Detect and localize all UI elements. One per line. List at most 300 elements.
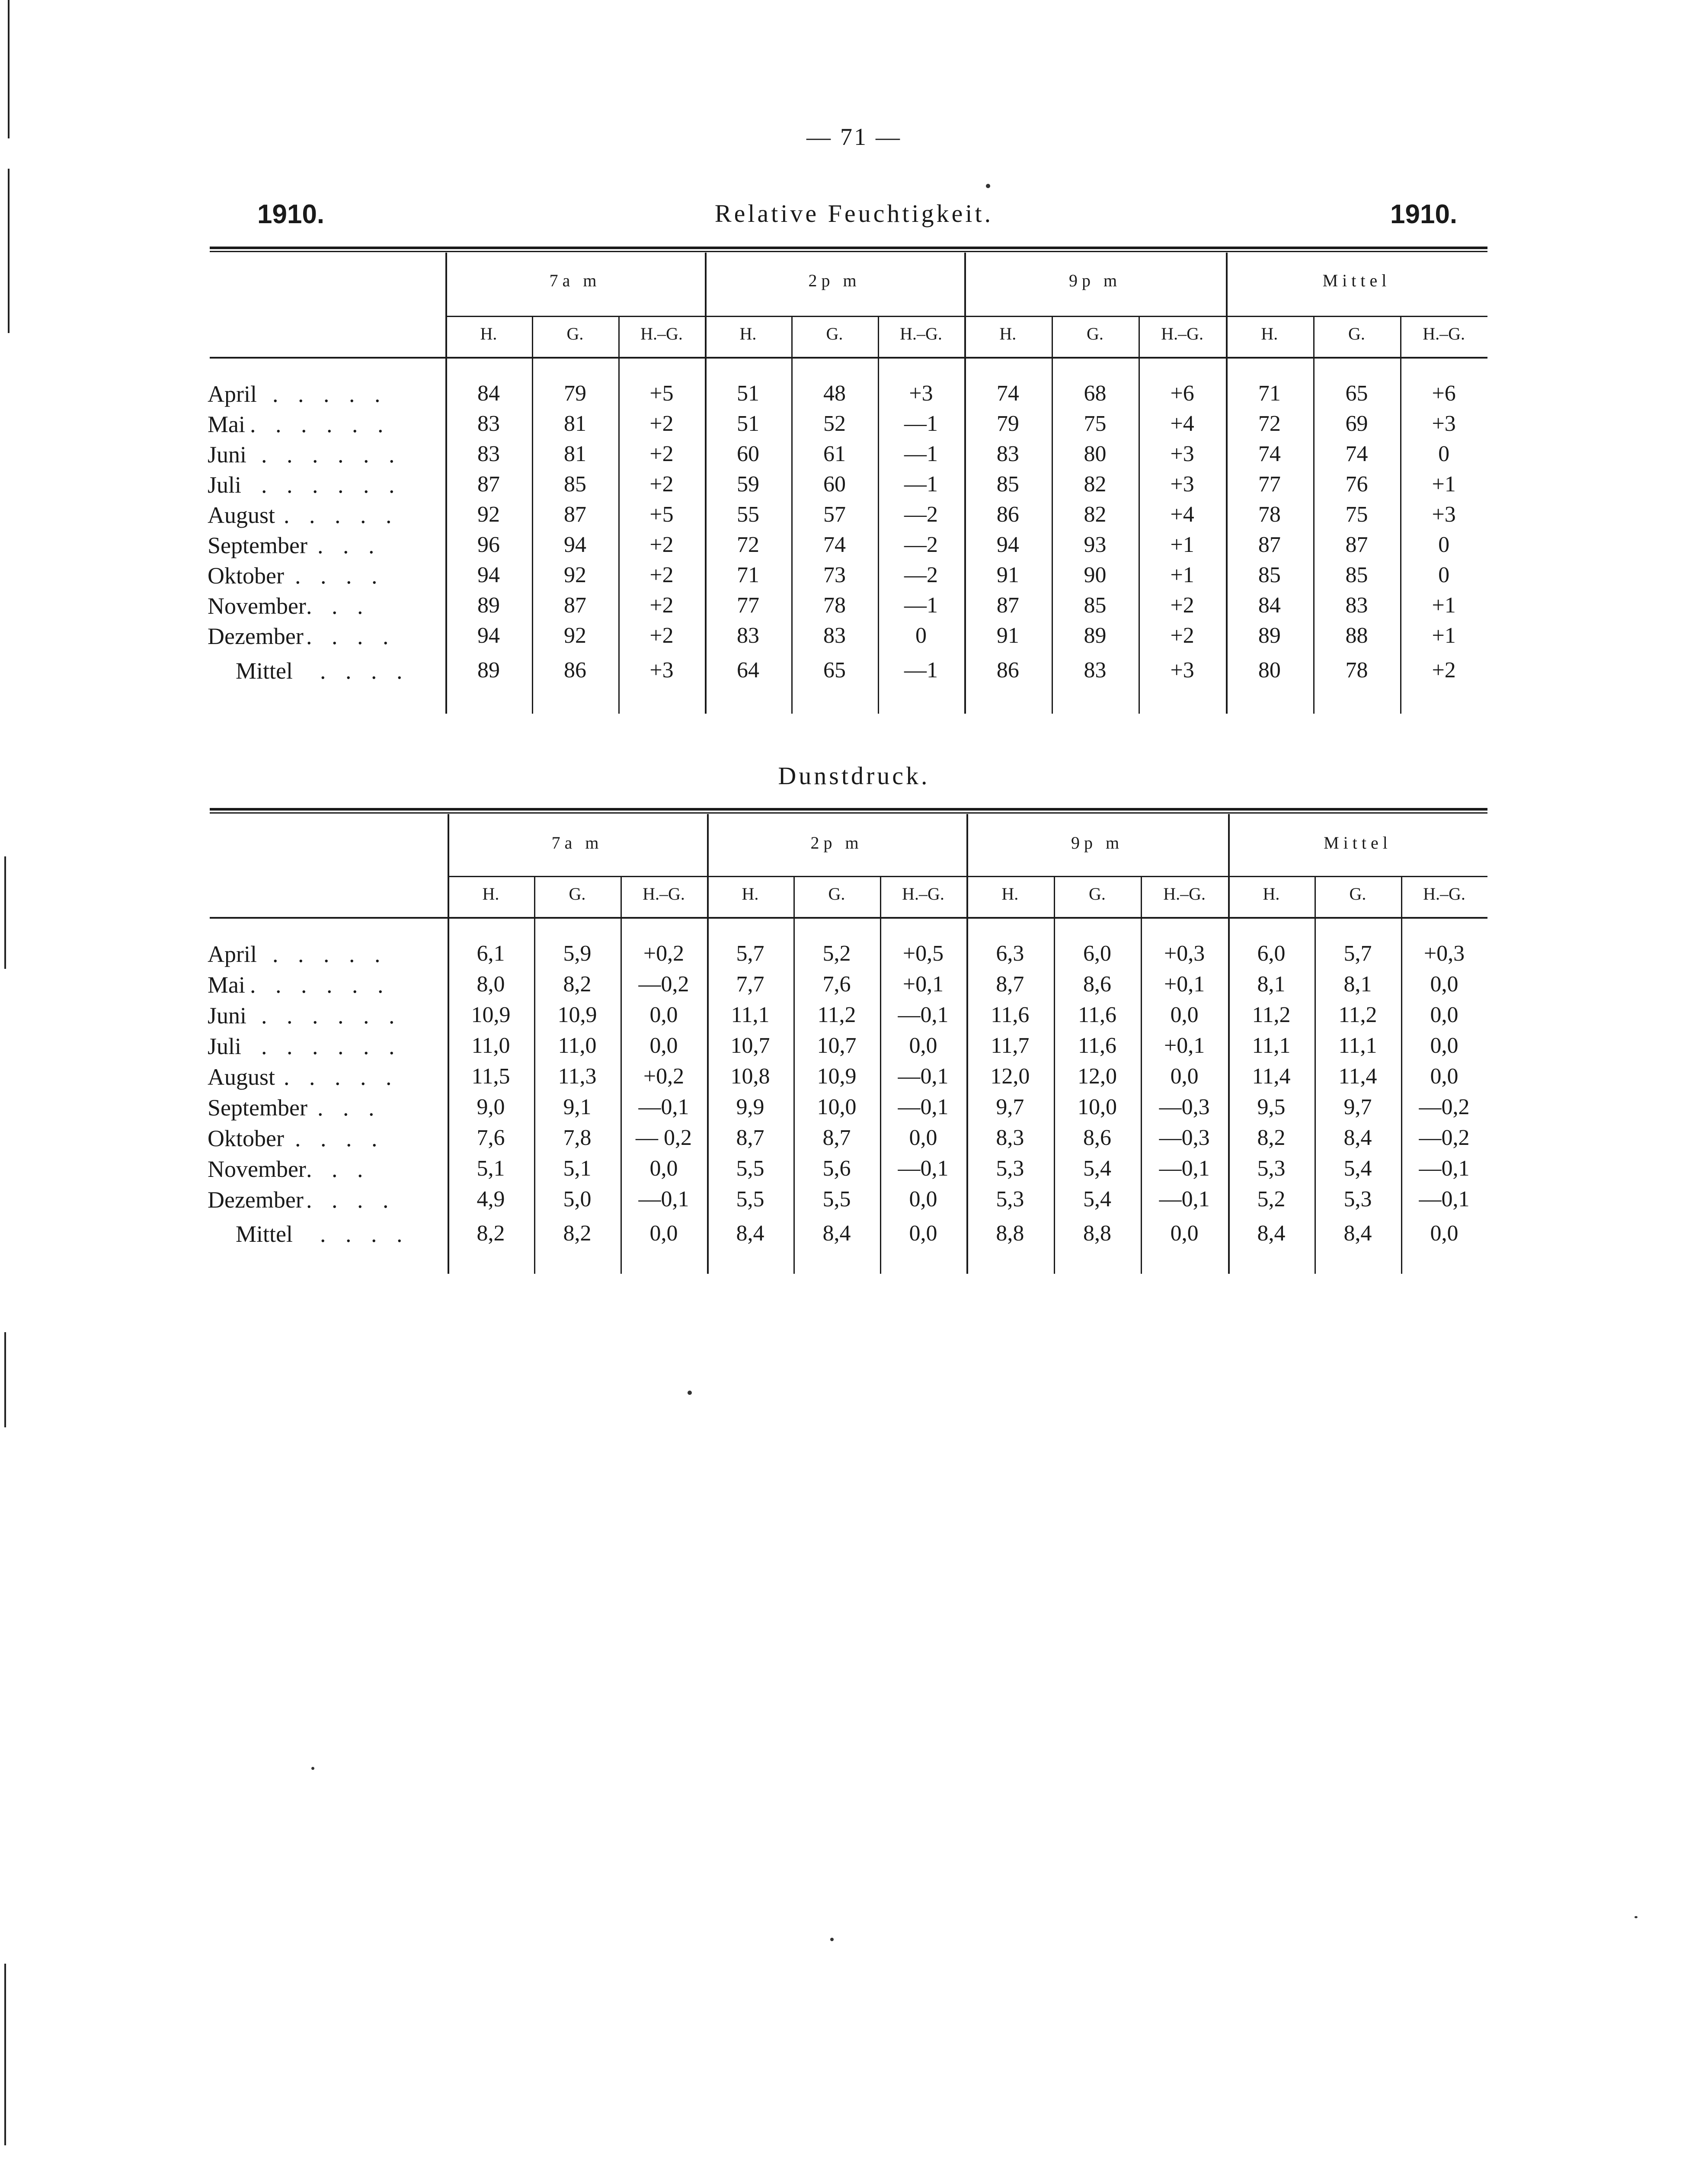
table-cell: 87	[564, 593, 586, 618]
table-cell: 93	[1084, 532, 1107, 557]
table-cell: 8,4	[1343, 1221, 1372, 1246]
table-cell: 83	[477, 442, 500, 466]
table-cell: 85	[1345, 563, 1368, 587]
table-cell: +0,3	[1423, 941, 1465, 966]
leader-dots: . . . . . .	[261, 1003, 402, 1029]
table-cell: 8,2	[477, 1221, 505, 1246]
table-cell: 10,0	[817, 1095, 857, 1119]
table-cell: 0	[1438, 532, 1450, 557]
table-cell: +5	[649, 381, 674, 406]
table-cell: 75	[1084, 411, 1107, 436]
table-cell: 87	[996, 593, 1019, 618]
table-cell: —1	[904, 442, 938, 466]
table-cell: +1	[1170, 563, 1194, 587]
table-cell: +1	[1432, 472, 1456, 497]
table-cell: 5,5	[822, 1187, 851, 1212]
table-cell: 10,8	[730, 1064, 770, 1089]
table-cell: 0,0	[1430, 1221, 1459, 1246]
table-cell: 11,7	[991, 1033, 1030, 1058]
leader-dots: . . . . . .	[261, 442, 402, 468]
column-subheader: H.–G.	[643, 884, 685, 904]
table-cell: 83	[477, 411, 500, 436]
table-cell: +4	[1170, 411, 1194, 436]
row-label: April	[208, 381, 257, 407]
table-cell: 9,5	[1257, 1095, 1286, 1119]
row-label: November	[208, 1156, 306, 1182]
scan-edge-mark	[8, 0, 10, 138]
table-cell: 7,7	[736, 972, 764, 997]
row-label: Dezember	[208, 623, 304, 649]
table-title: Dunstdruck.	[778, 762, 930, 790]
table-cell: 0,0	[909, 1033, 937, 1058]
table-cell: 5,3	[996, 1156, 1024, 1181]
table-cell: 64	[737, 658, 759, 683]
table-cell: +6	[1432, 381, 1456, 406]
subheader-rule	[448, 876, 707, 877]
table-cell: 8,4	[736, 1221, 764, 1246]
table-cell: 72	[1258, 411, 1281, 436]
table-cell: 78	[1258, 502, 1281, 527]
table-cell: 8,1	[1343, 972, 1372, 997]
table-cell: 5,3	[996, 1187, 1024, 1212]
table-cell: 9,0	[477, 1095, 505, 1119]
subheader-rule	[964, 316, 1226, 317]
table-cell: 0,0	[909, 1187, 937, 1212]
table-cell: 82	[1084, 472, 1107, 497]
leader-dots: . . . .	[306, 623, 396, 649]
table-cell: 10,7	[730, 1033, 770, 1058]
table-cell: +0,1	[1164, 972, 1205, 997]
table-cell: 8,4	[1343, 1125, 1372, 1150]
table-cell: 12,0	[1077, 1064, 1117, 1089]
table-cell: 0,0	[649, 1033, 678, 1058]
table-cell: —0,2	[1419, 1095, 1470, 1119]
table-cell: 73	[823, 563, 846, 587]
subheader-rule	[707, 876, 966, 877]
scan-edge-mark	[4, 1964, 6, 2145]
table-cell: 11,2	[817, 1003, 856, 1027]
table-cell: 0,0	[1430, 1033, 1459, 1058]
column-subheader: H.–G.	[1163, 884, 1206, 904]
leader-dots: . . . . .	[272, 941, 387, 967]
table-cell: 11,4	[1338, 1064, 1377, 1089]
scan-edge-mark	[8, 169, 10, 333]
table-cell: +3	[1170, 472, 1194, 497]
table-cell: 0,0	[909, 1125, 937, 1150]
table-cell: 75	[1345, 502, 1368, 527]
table-cell: 68	[1084, 381, 1107, 406]
table-cell: 0,0	[1430, 1003, 1459, 1027]
ink-speck	[688, 1391, 692, 1395]
row-label: April	[208, 941, 257, 967]
table-cell: +2	[1170, 623, 1194, 648]
time-header: 9p m	[1068, 271, 1122, 290]
table-cell: 11,3	[558, 1064, 597, 1089]
table-cell: 94	[477, 563, 500, 587]
table-cell: 78	[1345, 658, 1368, 683]
table-cell: +3	[1432, 411, 1456, 436]
table-cell: 8,6	[1083, 972, 1111, 997]
column-subheader: H.–G.	[900, 324, 942, 343]
table-cell: 5,2	[1257, 1187, 1286, 1212]
table-cell: +2	[1432, 658, 1456, 683]
table-cell: +5	[649, 502, 674, 527]
table-cell: 77	[1258, 472, 1281, 497]
table-cell: 8,4	[822, 1221, 851, 1246]
table-cell: —2	[904, 532, 938, 557]
column-subheader: G.	[1089, 884, 1106, 904]
row-label: August	[208, 502, 275, 528]
row-label: September	[208, 532, 307, 558]
table-cell: 0,0	[1430, 972, 1459, 997]
table-cell: +2	[649, 563, 674, 587]
table-cell: 11,1	[1338, 1033, 1377, 1058]
table-cell: 10,9	[471, 1003, 511, 1027]
row-label: August	[208, 1064, 275, 1090]
row-label: Juni	[208, 1003, 247, 1029]
scan-edge-mark	[4, 856, 6, 969]
table-cell: 8,6	[1083, 1125, 1111, 1150]
column-subheader: G.	[828, 884, 845, 904]
table-cell: 12,0	[990, 1064, 1030, 1089]
table-cell: 5,3	[1257, 1156, 1286, 1181]
table-cell: 6,3	[996, 941, 1024, 966]
ink-speck	[830, 1938, 834, 1941]
table-cell: 87	[564, 502, 586, 527]
table-cell: 11,6	[991, 1003, 1030, 1027]
table-cell: 89	[477, 593, 500, 618]
table-cell: 76	[1345, 472, 1368, 497]
table-cell: 60	[823, 472, 846, 497]
subheader-rule	[1226, 316, 1487, 317]
leader-dots: . . . .	[320, 1221, 409, 1247]
table-cell: 83	[737, 623, 759, 648]
table-cell: —0,1	[898, 1156, 949, 1181]
table-cell: +1	[1432, 593, 1456, 618]
year-left: 1910.	[257, 199, 325, 229]
table-cell: 74	[1258, 442, 1281, 466]
column-subheader: H.–G.	[1423, 324, 1465, 343]
row-label: September	[208, 1095, 307, 1121]
table-cell: 96	[477, 532, 500, 557]
table-cell: 87	[1345, 532, 1368, 557]
table-cell: 94	[564, 532, 586, 557]
table-cell: +0,3	[1164, 941, 1205, 966]
table-cell: 84	[477, 381, 500, 406]
table-cell: 11,0	[558, 1033, 597, 1058]
table-cell: +2	[1170, 593, 1194, 618]
header-rule	[210, 917, 1487, 919]
table-cell: 0,0	[649, 1003, 678, 1027]
table-cell: —0,3	[1159, 1125, 1210, 1150]
table-cell: 86	[564, 658, 586, 683]
table-cell: —0,1	[1159, 1187, 1210, 1212]
table-cell: 7,6	[477, 1125, 505, 1150]
table-cell: +3	[649, 658, 674, 683]
table-cell: —1	[904, 658, 938, 683]
table-cell: 90	[1084, 563, 1107, 587]
column-subheader: H.	[742, 884, 759, 904]
column-subheader: G.	[566, 324, 584, 343]
table-cell: —0,1	[1419, 1156, 1470, 1181]
table-cell: 83	[1084, 658, 1107, 683]
table-cell: 11,1	[731, 1003, 770, 1027]
table-cell: 85	[996, 472, 1019, 497]
table-cell: —0,2	[638, 972, 689, 997]
column-subheader: G.	[1349, 884, 1366, 904]
table-cell: 8,4	[1257, 1221, 1286, 1246]
table-cell: —1	[904, 472, 938, 497]
leader-dots: . . . .	[320, 658, 409, 684]
table-cell: 8,3	[996, 1125, 1024, 1150]
leader-dots: . . .	[306, 1156, 370, 1182]
table-cell: 74	[996, 381, 1019, 406]
table-cell: 5,0	[563, 1187, 592, 1212]
table-cell: +3	[1170, 442, 1194, 466]
table-cell: 94	[477, 623, 500, 648]
table-cell: 89	[477, 658, 500, 683]
table-cell: 83	[1345, 593, 1368, 618]
table-cell: 8,0	[477, 972, 505, 997]
table-cell: 80	[1084, 442, 1107, 466]
ink-speck	[986, 184, 990, 188]
table-cell: +0,1	[902, 972, 944, 997]
table-cell: 10,0	[1077, 1095, 1117, 1119]
table-cell: 8,2	[563, 972, 592, 997]
table-cell: 9,7	[996, 1095, 1024, 1119]
table-cell: 79	[564, 381, 586, 406]
leader-dots: . . . . . .	[261, 472, 402, 498]
leader-dots: . . . . .	[284, 1064, 399, 1090]
table-cell: 5,4	[1083, 1156, 1111, 1181]
leader-dots: . . . . .	[284, 502, 399, 528]
time-header: 9p m	[1071, 833, 1124, 853]
column-subheader: H.	[739, 324, 757, 343]
leader-dots: . . . .	[306, 1187, 396, 1213]
table-cell: 5,6	[822, 1156, 851, 1181]
table-cell: 57	[823, 502, 846, 527]
table-cell: 11,0	[471, 1033, 510, 1058]
table-cell: +2	[649, 532, 674, 557]
table-cell: 11,1	[1252, 1033, 1291, 1058]
table-cell: 0	[915, 623, 927, 648]
table-cell: 5,4	[1083, 1187, 1111, 1212]
table-cell: 0,0	[1170, 1003, 1199, 1027]
time-header: 7a m	[549, 271, 601, 290]
subheader-rule	[445, 316, 705, 317]
table-cell: 6,1	[477, 941, 505, 966]
table-cell: 11,2	[1338, 1003, 1377, 1027]
table-cell: 81	[564, 411, 586, 436]
table-cell: 8,7	[736, 1125, 764, 1150]
table-cell: +2	[649, 593, 674, 618]
row-label: Juli	[208, 1033, 242, 1059]
table-cell: 84	[1258, 593, 1281, 618]
table-cell: 5,1	[563, 1156, 592, 1181]
table-top-rule	[210, 251, 1487, 252]
subheader-rule	[1228, 876, 1487, 877]
table-cell: 88	[1345, 623, 1368, 648]
table-cell: 60	[737, 442, 759, 466]
table-cell: —0,1	[898, 1064, 949, 1089]
table-cell: —0,3	[1159, 1095, 1210, 1119]
table-cell: 8,7	[996, 972, 1024, 997]
table-cell: 61	[823, 442, 846, 466]
table-cell: 9,9	[736, 1095, 764, 1119]
table-cell: 78	[823, 593, 846, 618]
table-cell: 83	[823, 623, 846, 648]
table-cell: 10,9	[817, 1064, 857, 1089]
table-cell: —0,1	[1159, 1156, 1210, 1181]
table-cell: 85	[1258, 563, 1281, 587]
table-cell: —0,1	[898, 1003, 949, 1027]
table-cell: 65	[823, 658, 846, 683]
table-cell: +3	[1432, 502, 1456, 527]
column-subheader: H.–G.	[640, 324, 683, 343]
column-subheader: G.	[1087, 324, 1103, 343]
table-cell: 7,6	[822, 972, 851, 997]
table-cell: 89	[1084, 623, 1107, 648]
table-cell: —0,1	[898, 1095, 949, 1119]
time-header: Mittel	[1322, 271, 1391, 290]
table-top-rule	[210, 247, 1487, 249]
table-top-rule	[210, 812, 1487, 814]
table-cell: 6,0	[1083, 941, 1111, 966]
column-subheader: H.	[480, 324, 497, 343]
leader-dots: . . .	[317, 1095, 381, 1121]
table-cell: 5,5	[736, 1187, 764, 1212]
table-cell: 77	[737, 593, 759, 618]
table-cell: —1	[904, 411, 938, 436]
table-cell: —0,1	[1419, 1187, 1470, 1212]
table-cell: 85	[564, 472, 586, 497]
table-cell: +0,1	[1164, 1033, 1205, 1058]
table-cell: 11,4	[1252, 1064, 1291, 1089]
table-cell: 0,0	[649, 1156, 678, 1181]
column-subheader: G.	[1348, 324, 1365, 343]
subheader-rule	[705, 316, 964, 317]
table-cell: +2	[649, 623, 674, 648]
column-subheader: H.	[1001, 884, 1019, 904]
table-cell: 69	[1345, 411, 1368, 436]
table-cell: — 0,2	[636, 1125, 692, 1150]
table-cell: 5,3	[1343, 1187, 1372, 1212]
table-cell: 74	[823, 532, 846, 557]
leader-dots: . . . . . .	[261, 1033, 402, 1059]
table-cell: 6,0	[1257, 941, 1286, 966]
header-rule	[210, 357, 1487, 359]
row-label: Juni	[208, 442, 247, 468]
table-cell: 0,0	[1430, 1064, 1459, 1089]
table-cell: +3	[1170, 658, 1194, 683]
table-cell: 5,7	[736, 941, 764, 966]
time-header: 2p m	[810, 833, 863, 853]
table-top-rule	[210, 808, 1487, 811]
table-cell: 8,8	[996, 1221, 1024, 1246]
row-label: Mittel	[236, 1221, 293, 1247]
table-cell: 92	[564, 623, 586, 648]
table-cell: 71	[737, 563, 759, 587]
table-cell: +2	[649, 472, 674, 497]
time-header: 7a m	[551, 833, 603, 853]
row-label: Mai	[208, 411, 245, 437]
table-cell: 5,4	[1343, 1156, 1372, 1181]
table-cell: 11,2	[1252, 1003, 1291, 1027]
year-right: 1910.	[1390, 199, 1458, 229]
column-subheader: H.	[1263, 884, 1280, 904]
table-cell: 0,0	[1170, 1064, 1199, 1089]
table-cell: 11,5	[471, 1064, 510, 1089]
subheader-rule	[966, 876, 1228, 877]
table-cell: 8,1	[1257, 972, 1286, 997]
table-cell: 8,7	[822, 1125, 851, 1150]
table-cell: +0,5	[902, 941, 944, 966]
table-cell: 11,6	[1078, 1033, 1117, 1058]
table-cell: 0	[1438, 563, 1450, 587]
table-cell: 55	[737, 502, 759, 527]
column-subheader: H.–G.	[1423, 884, 1465, 904]
table-cell: 94	[996, 532, 1019, 557]
leader-dots: . . .	[317, 532, 381, 558]
table-cell: +6	[1170, 381, 1194, 406]
table-cell: 92	[564, 563, 586, 587]
table-cell: 91	[996, 563, 1019, 587]
table-cell: 81	[564, 442, 586, 466]
table-cell: 8,2	[563, 1221, 592, 1246]
ink-speck	[1634, 1916, 1638, 1918]
table-cell: 7,8	[563, 1125, 592, 1150]
row-label: Mai	[208, 972, 245, 998]
leader-dots: . . .	[306, 593, 370, 619]
table-cell: +1	[1432, 623, 1456, 648]
table-cell: 51	[737, 411, 759, 436]
row-label: November	[208, 593, 306, 619]
table-cell: —2	[904, 502, 938, 527]
leader-dots: . . . .	[295, 563, 384, 589]
table-title: Relative Feuchtigkeit.	[714, 199, 994, 228]
table-cell: +3	[909, 381, 933, 406]
table-cell: 80	[1258, 658, 1281, 683]
table-cell: +0,2	[643, 1064, 684, 1089]
table-cell: 65	[1345, 381, 1368, 406]
table-cell: 86	[996, 502, 1019, 527]
row-label: Dezember	[208, 1187, 304, 1213]
leader-dots: . . . .	[295, 1125, 384, 1151]
table-cell: 10,9	[557, 1003, 597, 1027]
column-subheader: H.–G.	[1161, 324, 1204, 343]
leader-dots: . . . . . .	[250, 972, 390, 998]
table-cell: 5,1	[477, 1156, 505, 1181]
table-cell: 0,0	[649, 1221, 678, 1246]
scan-edge-mark	[4, 1332, 6, 1427]
table-cell: 72	[737, 532, 759, 557]
table-cell: 10,7	[817, 1033, 857, 1058]
row-label: Oktober	[208, 563, 284, 589]
table-cell: 79	[996, 411, 1019, 436]
leader-dots: . . . . .	[272, 381, 387, 407]
table-cell: +1	[1170, 532, 1194, 557]
table-cell: —0,1	[638, 1187, 689, 1212]
table-cell: 52	[823, 411, 846, 436]
table-cell: 89	[1258, 623, 1281, 648]
table-cell: 48	[823, 381, 846, 406]
table-cell: 8,2	[1257, 1125, 1286, 1150]
table-cell: 74	[1345, 442, 1368, 466]
table-cell: 9,7	[1343, 1095, 1372, 1119]
table-cell: —0,1	[638, 1095, 689, 1119]
table-cell: 5,2	[822, 941, 851, 966]
page-number: — 71 —	[806, 124, 902, 151]
